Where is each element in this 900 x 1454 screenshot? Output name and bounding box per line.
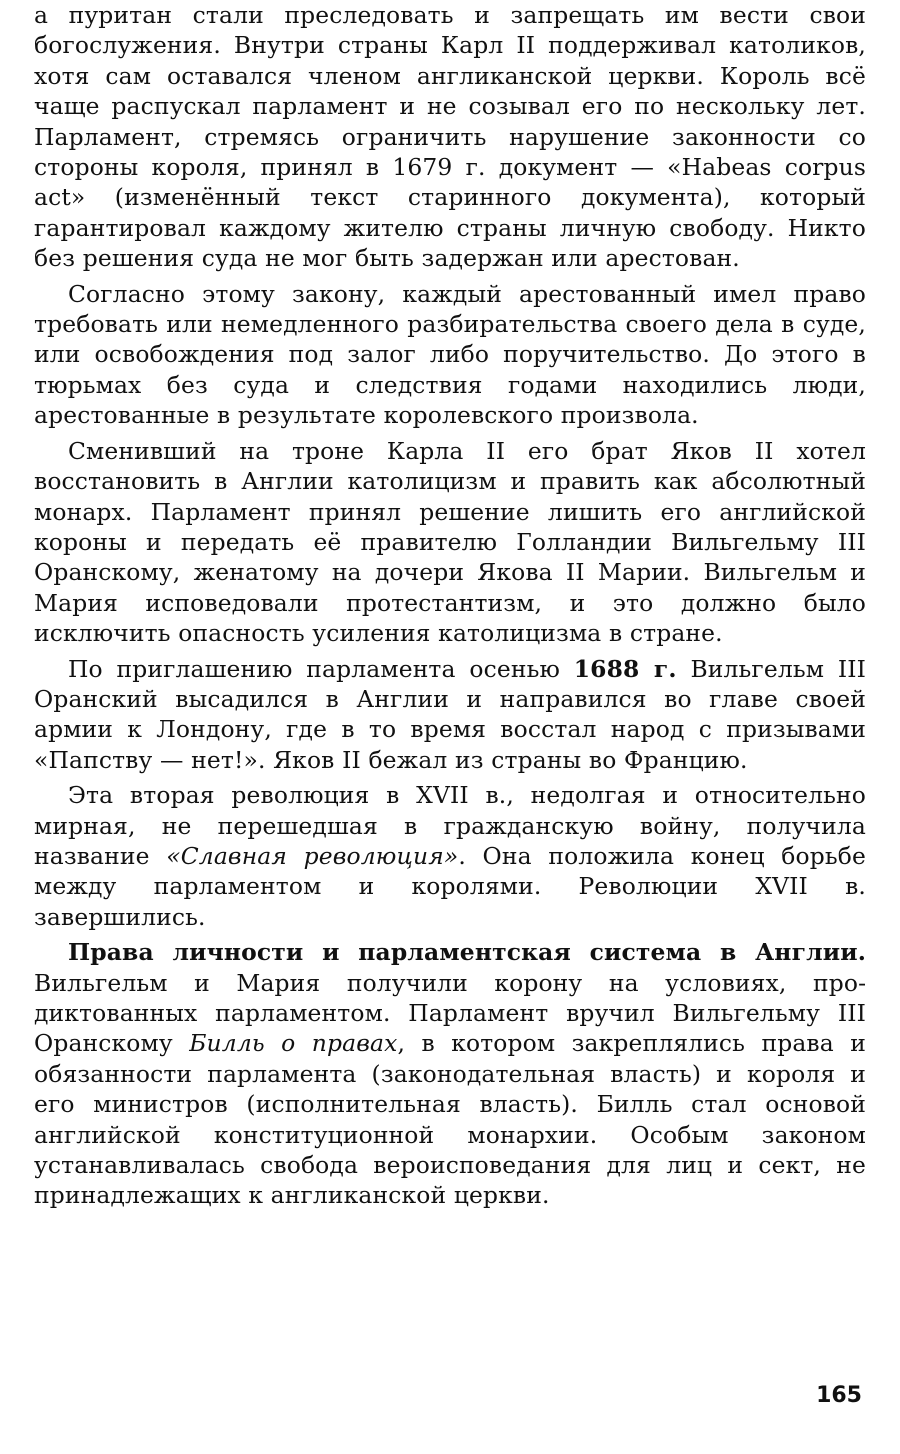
paragraph-5-term-italic: «Славная революция»: [166, 841, 459, 870]
paragraph-1-text: а пуритан стали преследовать и запрещать им вести свои богослужения. Внутри страны Карл II поддерживал католиков, хотя сам оставался членом англиканской церкви. Король всё чаще распускал парламент и не созывал его по нескольку лет. Парламент, стремясь ограничить нарушение законности со стороны короля, принял в 1679 г. документ — «Habeas corpus act» (изменённый текст старинного документа), который гарантировал каждому жителю страны личную свободу. Никто без решения суда не мог быть задержан или арестован.: [34, 1, 866, 273]
paragraph-3-text: Сменивший на троне Карла II его брат Яков II хотел восстановить в Англии католицизм и править как абсолютный монарх. Парламент принял решение лишить его английской короны и передать её правителю Голландии Вильгельму III Оранскому, женатому на дочери Якова II Марии. Вильгельм и Мария исповедовали протестантизм, и это должно было исключить опасность усиления католицизма в стране.: [34, 436, 866, 648]
paragraph-6: [34, 937, 866, 1211]
page-number: 165: [816, 1383, 862, 1408]
paragraph-5: [34, 780, 866, 932]
paragraph-6-text-a: Вильгельм и Мария получили корону на условиях, продиктованных парламентом. Парламент вручил Вильгельму III Оранскому: [34, 968, 866, 1058]
paragraph-2-text: Согласно этому закону, каждый арестованный имел право требовать или немедленного разбирательства своего дела в суде, или освобождения под залог либо поручительство. До этого в тюрьмах без суда и следствия годами находились люди, арестованные в результате королевского произвола.: [34, 279, 866, 430]
document-page: [34, 0, 866, 1216]
paragraph-6-text-b: , в котором закреплялись права и обязанности парламента (законодательная власть) и короля и его министров (исполнительная власть). Билль стал основой английской конституционной монархии. Особым законом устанавливалась свобода вероисповедания для лиц и сект, не принадлежащих к англиканской церкви.: [34, 1029, 866, 1210]
paragraph-2: [34, 279, 866, 431]
paragraph-1: [34, 0, 866, 274]
paragraph-3: [34, 436, 866, 649]
paragraph-4-text-b: Вильгельм III Оранский высадился в Англии и направился во главе своей армии к Лондону, где в то время восстал народ с призывами «Папству — нет!». Яков II бежал из страны во Францию.: [34, 654, 866, 774]
paragraph-4-text-a: По приглашению парламента осенью: [68, 654, 574, 683]
paragraph-5-text-b: . Она положила конец борьбе между парламентом и королями. Революции XVII в. завершились.: [34, 841, 866, 931]
paragraph-6-term-italic: Билль о правах: [189, 1029, 398, 1058]
paragraph-4-date-bold: 1688 г.: [573, 654, 677, 683]
paragraph-4: [34, 654, 866, 776]
paragraph-5-text-a: Эта вторая революция в XVII в., недолгая и относительно мирная, не перешедшая в гражданскую войну, получила название: [34, 781, 866, 870]
section-heading: Права личности и парламентская система в Англии.: [68, 938, 866, 967]
